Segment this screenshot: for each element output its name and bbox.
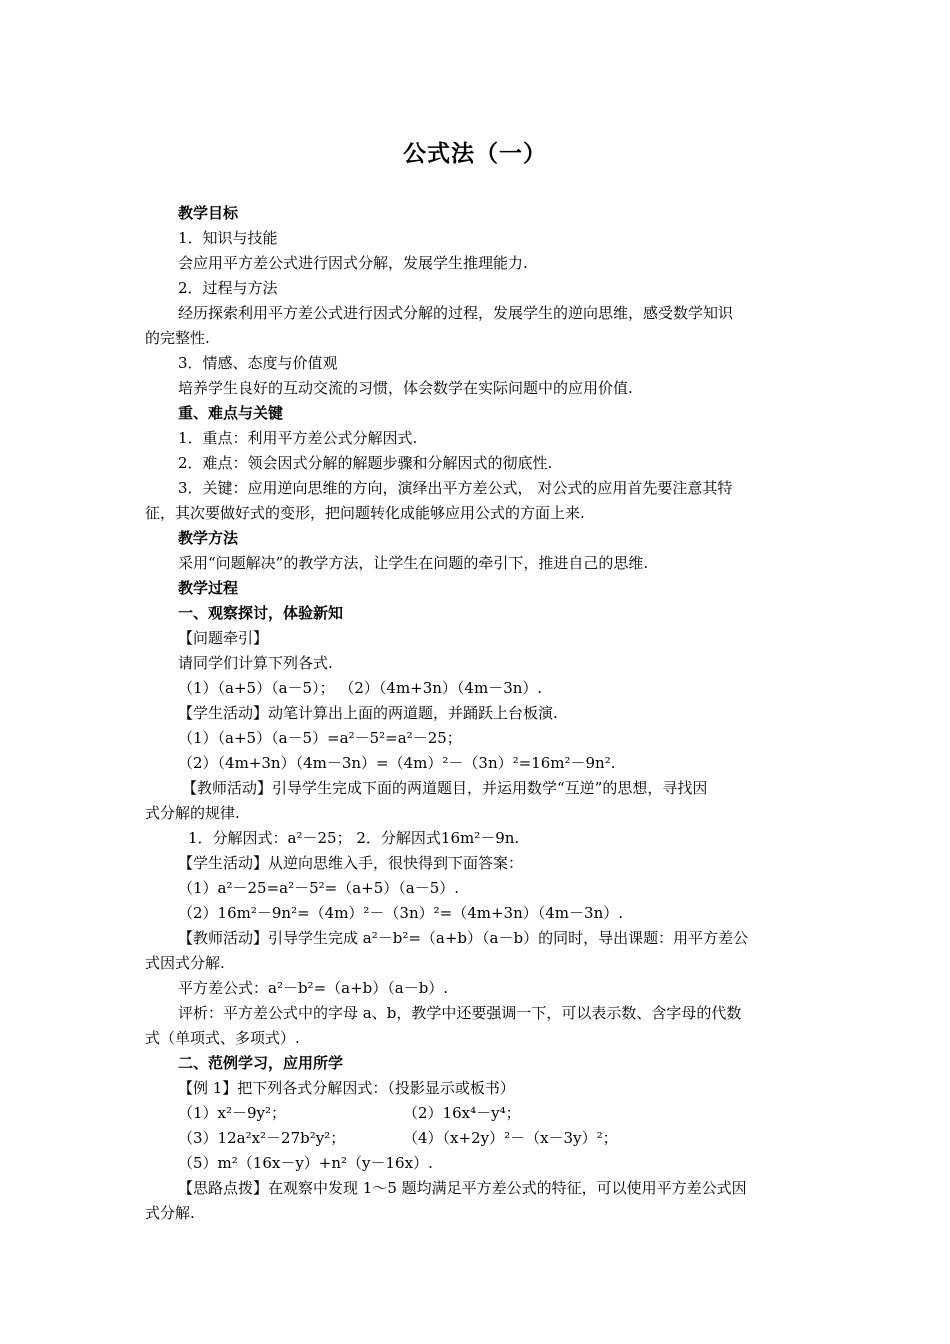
section-heading-teaching-process: 教学过程 xyxy=(178,579,239,597)
subsection-heading-2: 二、范例学习，应用所学 xyxy=(178,1054,344,1072)
paragraph: 3．关键：应用逆向思维的方向，演绎出平方差公式， 对公式的应用首先要注意其特 xyxy=(178,479,733,497)
section-heading-teaching-goals: 教学目标 xyxy=(178,204,239,222)
paragraph: 式分解. xyxy=(145,1204,195,1222)
paragraph: 式分解的规律. xyxy=(145,804,240,822)
exercise-item-3: （3）12a²x²－27b²y²； xyxy=(178,1129,346,1147)
paragraph: 请同学们计算下列各式. xyxy=(178,654,333,672)
exercise-item-2: （2）16x⁴－y⁴； xyxy=(403,1104,521,1122)
paragraph: 【教师活动】引导学生完成 a²－b²=（a+b）（a－b）的同时，导出课题：用平方差公 xyxy=(178,929,749,947)
paragraph: 培养学生良好的互动交流的习惯，体会数学在实际问题中的应用价值. xyxy=(178,379,633,397)
paragraph: 2．难点：领会因式分解的解题步骤和分解因式的彻底性. xyxy=(178,454,553,472)
math-line: （1）a²－25=a²－5²=（a+5）（a－5）. xyxy=(178,879,460,897)
section-heading-teaching-method: 教学方法 xyxy=(178,529,239,547)
paragraph: 【思路点拨】在观察中发现 1～5 题均满足平方差公式的特征，可以使用平方差公式因 xyxy=(178,1179,747,1197)
paragraph: 【例 1】把下列各式分解因式：（投影显示或板书） xyxy=(178,1079,515,1097)
paragraph: 3．情感、态度与价值观 xyxy=(178,354,338,372)
paragraph: 1．重点：利用平方差公式分解因式. xyxy=(178,429,418,447)
section-heading-key-points: 重、难点与关键 xyxy=(178,404,284,422)
paragraph: 经历探索利用平方差公式进行因式分解的过程，发展学生的逆向思维，感受数学知识 xyxy=(178,304,734,322)
paragraph: 征，其次要做好式的变形，把问题转化成能够应用公式的方面上来. xyxy=(145,504,585,522)
math-line: （2）（4m+3n）（4m－3n）=（4m）²－（3n）²=16m²－9n². xyxy=(178,754,616,772)
exercise-item-4: （4）（x+2y）²－（x－3y）²； xyxy=(403,1129,618,1147)
paragraph: 【学生活动】从逆向思维入手，很快得到下面答案： xyxy=(178,854,524,872)
paragraph: 的完整性. xyxy=(145,329,210,347)
exercise-item-1: （1）x²－9y²； xyxy=(178,1104,287,1122)
paragraph: 【问题牵引】 xyxy=(178,629,269,647)
paragraph: （1）（a+5）（a－5）； （2）（4m+3n）（4m－3n）. xyxy=(178,679,543,697)
paragraph: 2．过程与方法 xyxy=(178,279,278,297)
subsection-heading-1: 一、观察探讨，体验新知 xyxy=(178,604,344,622)
paragraph: 会应用平方差公式进行因式分解，发展学生推理能力. xyxy=(178,254,528,272)
paragraph: 【教师活动】引导学生完成下面的两道题目，并运用数学“互逆”的思想，寻找因 xyxy=(182,779,708,797)
paragraph: 式（单项式、多项式）. xyxy=(145,1029,300,1047)
paragraph: 评析：平方差公式中的字母 a、b，教学中还要强调一下，可以表示数、含字母的代数 xyxy=(178,1004,742,1022)
math-line: （2）16m²－9n²=（4m）²－（3n）²=（4m+3n）（4m－3n）. xyxy=(178,904,623,922)
document-title: 公式法（一） xyxy=(403,141,547,167)
math-line: 平方差公式：a²－b²=（a+b）（a－b）. xyxy=(178,979,449,997)
math-line: （1）（a+5）（a－5）=a²－5²=a²－25； xyxy=(178,729,462,747)
math-line: 1．分解因式：a²－25； 2．分解因式16m²－9n. xyxy=(188,829,520,847)
paragraph: 【学生活动】动笔计算出上面的两道题，并踊跃上台板演. xyxy=(178,704,558,722)
paragraph: 1．知识与技能 xyxy=(178,229,278,247)
exercise-item-5: （5）m²（16x－y）+n²（y－16x）. xyxy=(178,1154,433,1172)
paragraph: 式因式分解. xyxy=(145,954,225,972)
paragraph: 采用“问题解决”的教学方法，让学生在问题的牵引下，推进自己的思维. xyxy=(178,554,649,572)
